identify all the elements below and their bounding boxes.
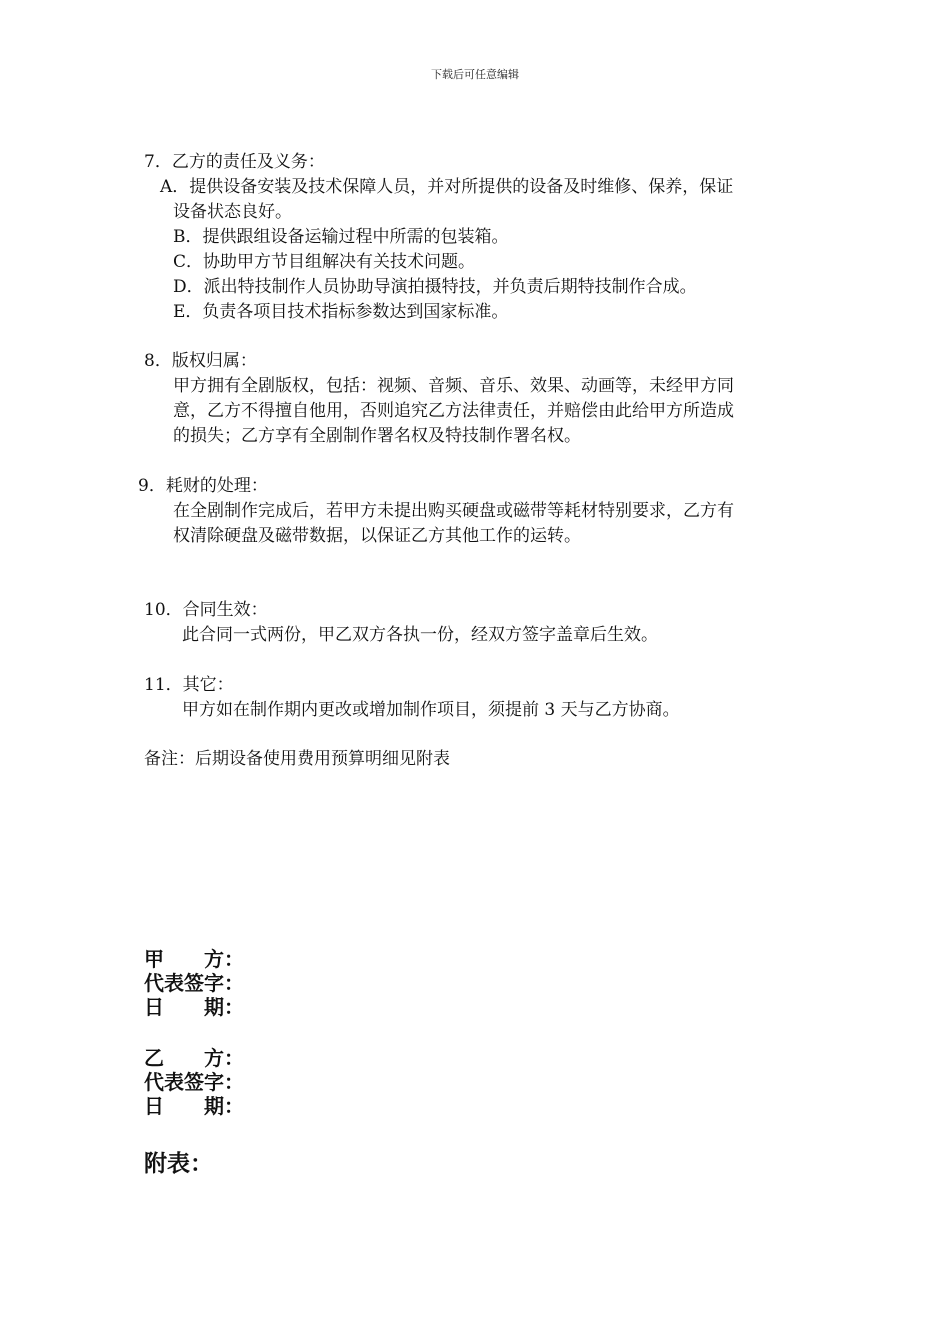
section-10-heading: 10．合同生效：	[144, 600, 268, 620]
section-8-heading: 8．版权归属：	[144, 351, 257, 371]
section-11-line: 甲方如在制作期内更改或增加制作项目，须提前 3 天与乙方协商。	[182, 700, 680, 720]
section-8-line: 的损失；乙方享有全剧制作署名权及特技制作署名权。	[173, 426, 581, 446]
party-a-label: 甲 方：	[144, 947, 244, 971]
section-9-line: 在全剧制作完成后，若甲方未提出购买硬盘或磁带等耗材特别要求，乙方有	[173, 501, 734, 521]
appendix-heading: 附表：	[144, 1151, 213, 1177]
section-7-item-a-cont: 设备状态良好。	[173, 202, 292, 222]
section-7-item-a: A．提供设备安装及技术保障人员，并对所提供的设备及时维修、保养，保证	[160, 177, 734, 197]
remark-line: 备注：后期设备使用费用预算明细见附表	[144, 749, 450, 769]
party-b-label: 乙 方：	[144, 1046, 244, 1070]
section-7-item-d: D．派出特技制作人员协助导演拍摄特技，并负责后期特技制作合成。	[173, 277, 697, 297]
party-b-date-label: 日 期：	[144, 1094, 244, 1118]
section-8-line: 甲方拥有全剧版权，包括：视频、音频、音乐、效果、动画等，未经甲方同	[173, 376, 734, 396]
section-10-line: 此合同一式两份，甲乙双方各执一份，经双方签字盖章后生效。	[182, 625, 658, 645]
section-7-item-e: E．负责各项目技术指标参数达到国家标准。	[173, 302, 509, 322]
page-header-note: 下载后可任意编辑	[431, 68, 519, 81]
party-b-representative-label: 代表签字：	[144, 1070, 244, 1094]
section-7-item-b: B．提供跟组设备运输过程中所需的包装箱。	[173, 227, 509, 247]
section-9-line: 权清除硬盘及磁带数据，以保证乙方其他工作的运转。	[173, 526, 581, 546]
party-a-representative-label: 代表签字：	[144, 971, 244, 995]
section-7-heading: 7．乙方的责任及义务：	[144, 152, 325, 172]
section-9-heading: 9．耗财的处理：	[138, 476, 268, 496]
section-11-heading: 11．其它：	[144, 675, 234, 695]
section-8-line: 意，乙方不得擅自他用，否则追究乙方法律责任，并赔偿由此给甲方所造成	[173, 401, 734, 421]
section-7-item-c: C．协助甲方节目组解决有关技术问题。	[173, 252, 476, 272]
party-a-date-label: 日 期：	[144, 995, 244, 1019]
